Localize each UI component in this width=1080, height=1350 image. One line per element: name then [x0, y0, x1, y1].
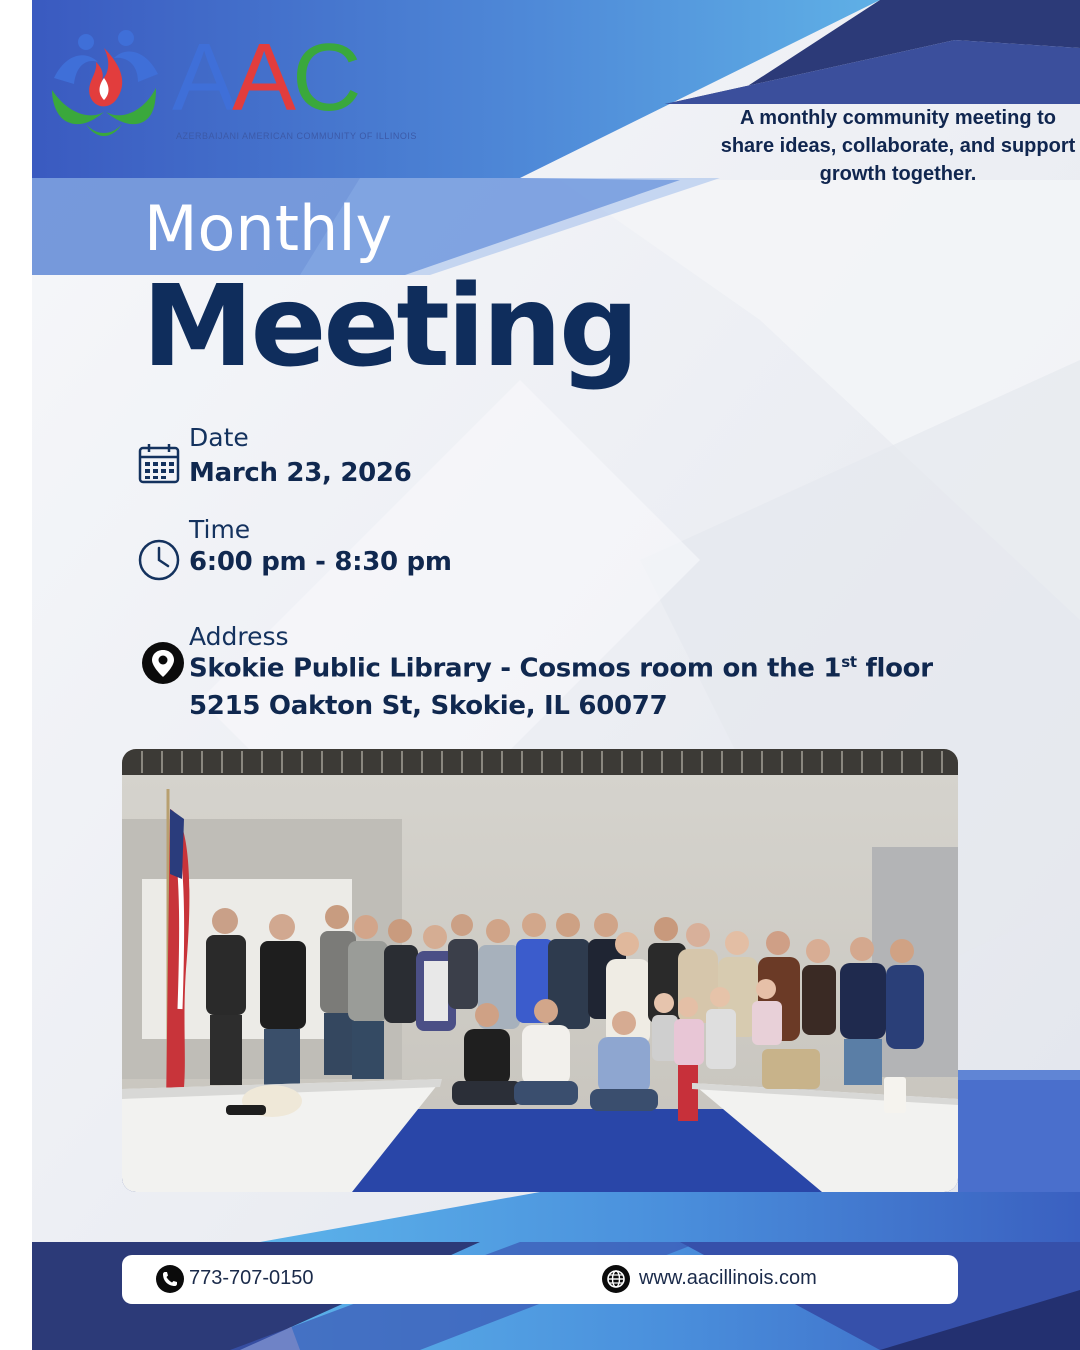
phone-icon	[156, 1265, 184, 1293]
community-emblem-icon	[46, 28, 166, 143]
group-photo-illustration	[122, 749, 958, 1192]
address-line2: 5215 Oakton St, Skokie, IL 60077	[189, 691, 668, 721]
time-label: Time	[189, 515, 251, 544]
time-value: 6:00 pm - 8:30 pm	[189, 547, 452, 577]
group-photo	[122, 749, 958, 1192]
clock-icon	[137, 538, 181, 582]
address-line1-end: floor	[856, 653, 933, 684]
website-link[interactable]: www.aacillinois.com	[639, 1267, 817, 1289]
date-value: March 23, 2026	[189, 458, 412, 488]
address-ordinal: st	[841, 653, 857, 671]
logo-wordmark: AAC	[172, 24, 358, 131]
tagline: A monthly community meeting to share ideas, collaborate, and support growth together.	[720, 107, 1076, 185]
title-meeting: Meeting	[142, 262, 637, 392]
address-line1	[189, 653, 933, 684]
address-line1-text: Skokie Public Library - Cosmos room on the 1	[189, 653, 842, 684]
globe-icon	[602, 1265, 630, 1293]
address-label: Address	[189, 622, 289, 651]
date-label: Date	[189, 423, 249, 452]
calendar-icon	[138, 442, 180, 484]
location-pin-icon	[141, 641, 185, 685]
phone-link[interactable]: 773-707-0150	[189, 1267, 314, 1289]
logo-subtitle: AZERBAIJANI AMERICAN COMMUNITY OF ILLINOIS	[176, 131, 417, 141]
title-monthly: Monthly	[144, 192, 393, 265]
